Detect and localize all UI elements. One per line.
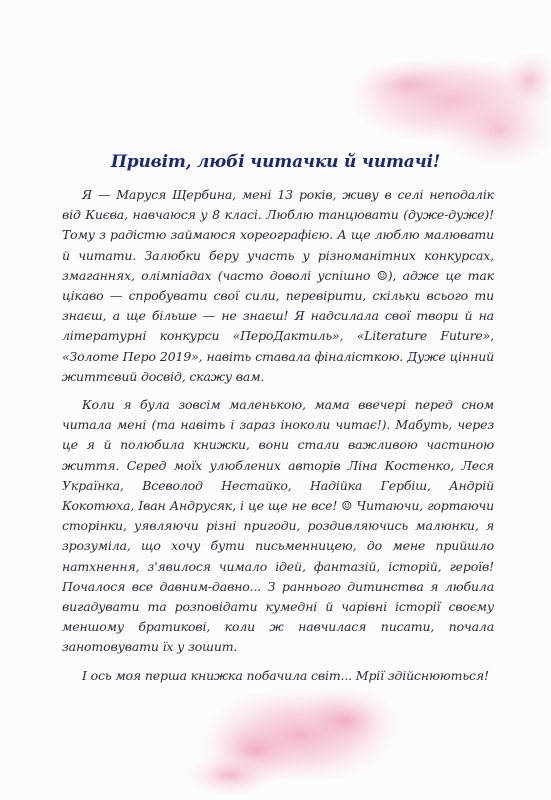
paragraph-intro: Я — Маруся Щербина, мені 13 років, живу в селі неподалік від Києва, навчаюся у 8 класі. Люблю танцювати (дуже-дуже)! Тому з радістю займаюся хореографією. А ще люблю малювати й читати. Залюбки беру участь у різноманітних конкурсах, змаганнях, олімпіадах (часто доволі успішно ☺), адже це так цікаво — спробувати свої сили, перевірити, скільки всього ти знаєш, а ще більше — не знаєш! Я надсилала свої твори й на літературні конкурси «ПероДактиль», «Literature Future», «Золоте Перо 2019», навіть ставала фіналісткою. Дуже цінний життєвий досвід, скажу вам. bbox=[62, 187, 494, 384]
paragraph-closing: І ось моя перша книжка побачила світ... Мрії здійснюються! bbox=[82, 667, 489, 683]
page-title: Привіт, любі читачки й читачі! bbox=[110, 152, 441, 172]
paragraph-childhood: Коли я була зовсім маленькою, мама ввечері перед сном читала мені (та навіть і зараз іноколи читає!). Мабуть, через це я й полюбила книжки, вони стали важливою частиною життя. Серед моїх улюблених авторів Ліна Костенко, Леся Українка, Всеволод Нестайко, Надійка Гербіш, Андрій Кокотюха, Іван Андрусяк, і це ще не все! ☺ Читаючи, гортаючи сторінки, уявляючи різні пригоди, роздивляючись малюнки, я зрозуміла, що хочу бути письменницею, до мене прийшло натхнення, з'явилося чимало ідей, фантазій, історій, героїв! Почалося все давним-давно... З раннього дитинства я любила вигадувати та розповідати кумедні й чарівні історії своєму меншому братикові, коли ж навчилася писати, почала занотовувати їх у зошит. bbox=[62, 397, 494, 655]
body-text bbox=[62, 185, 494, 694]
